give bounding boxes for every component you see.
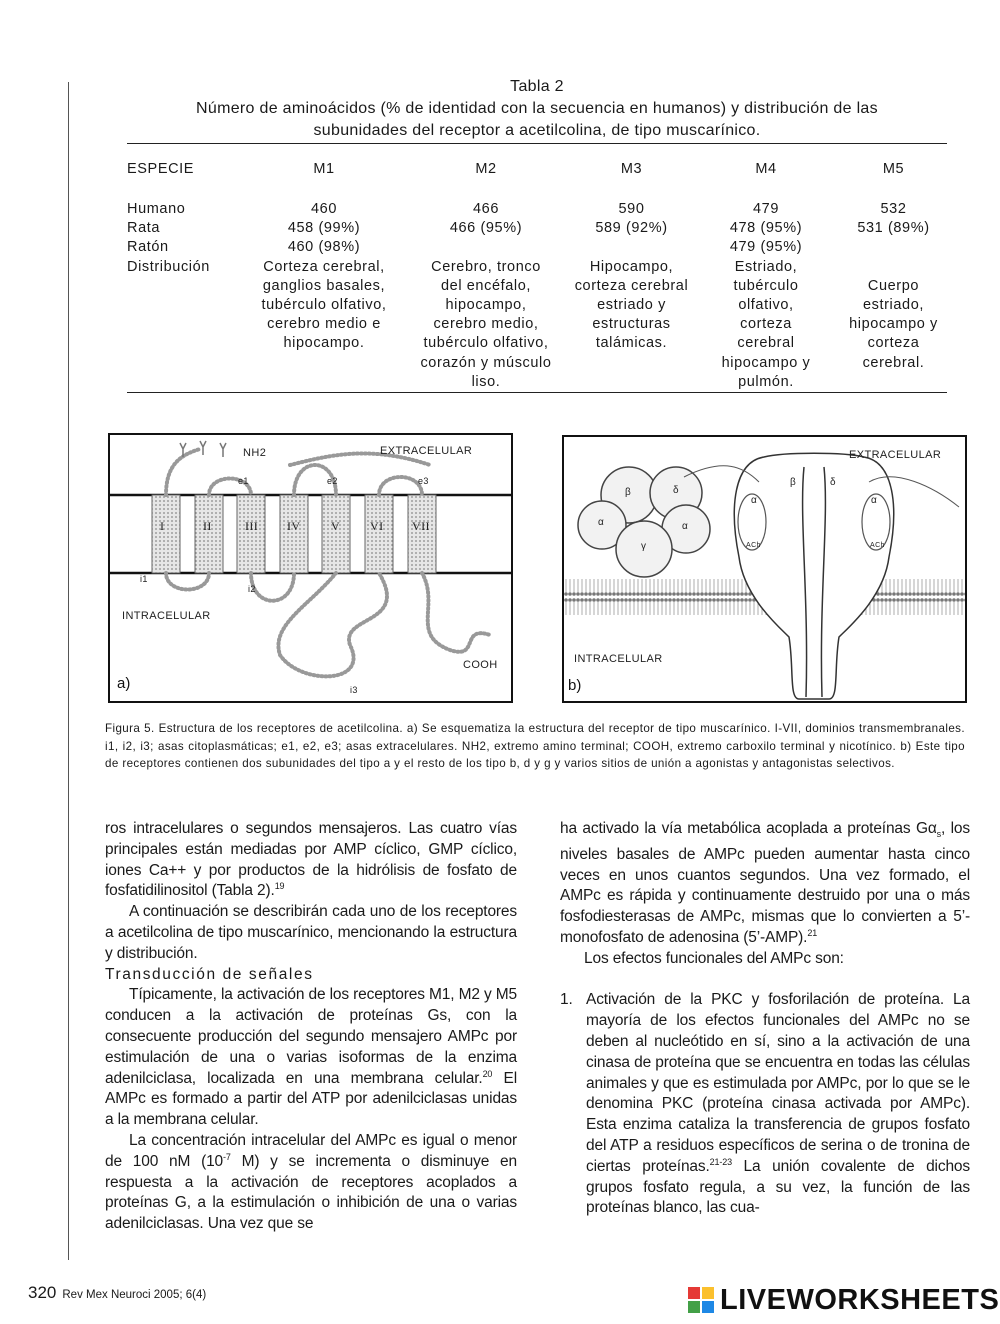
side-beta: β (790, 477, 797, 488)
domain-ii: II (203, 519, 212, 533)
domain-iv: IV (287, 519, 301, 533)
margin-rule (68, 82, 69, 1260)
domain-iii: III (245, 519, 259, 533)
paragraph: ha activado la vía metabólica acoplada a proteínas $G\alpha_s$, los niveles basales de AMPc pueden aumentar hasta cinco veces en unos cuantos segundos. Una vez formado, el AMPc es rápida y continuamente destruido por una o más fosfodiesterasas de AMPc, mismas que lo convierten a 5’-monofosfato de adenosina (5’-AMP).$^{21}$ (560, 820, 970, 947)
table-caption-line2: subunidades del receptor a acetilcolina, de tipo muscarínico. (313, 122, 761, 139)
figure-a-muscarinic (108, 433, 513, 703)
distribution-m2: Cerebro, tronco del encéfalo, hipocampo, cerebro medio, tubérculo olfativo, corazón y músculo liso. (420, 258, 552, 390)
subunit-delta: δ (673, 485, 679, 496)
table-cell: 478 (95%) (729, 220, 803, 237)
figure-b-nicotinic (562, 435, 967, 703)
table-cell: 458 (99%) (287, 220, 361, 237)
cooh-label: COOH (463, 659, 498, 671)
extracellular-label-a: EXTRACELULAR (380, 445, 473, 457)
table-cell: 460 (311, 201, 337, 217)
table-header-row (127, 160, 947, 188)
table-cell: 590 (618, 201, 645, 217)
table-cell: 479 (753, 201, 779, 217)
table-cell: 466 (473, 201, 499, 217)
row-label: Rata (127, 220, 161, 237)
table-cell: 589 (92%) (595, 220, 668, 237)
header-m5: M5 (882, 161, 905, 177)
row-label: Ratón (127, 239, 169, 256)
header-species: ESPECIE (127, 161, 195, 177)
intracellular-label-b: INTRACELULAR (574, 653, 663, 665)
panel-a-tag: a) (117, 675, 131, 692)
data-table (127, 160, 947, 392)
header-m2: M2 (475, 161, 497, 177)
panel-b-tag: b) (568, 677, 582, 694)
brand-text: LIVEWORKSHEETS (720, 1284, 1000, 1316)
ach-site-right: ACh (870, 542, 885, 549)
subunit-beta: β (625, 487, 632, 498)
left-column (105, 819, 517, 1235)
table-cell: 466 (95%) (449, 220, 523, 237)
paragraph: La concentración intracelular del AMPc es igual o menor de 100 nM ($10^{-7}$ M) y se incrementa o disminuye en respuesta a la activación de receptores acoplados a proteínas G, a la estimulación o inhibición de una o varias adenilciclasas. Una vez que se (105, 1131, 517, 1233)
intracellular-label-a: INTRACELULAR (122, 610, 211, 622)
paragraph: ros intracelulares o segundos mensajeros. Las cuatro vías principales están mediadas por AMP cíclico, GMP cíclico, iones Ca++ y por productos de la hidrólisis de fosfato de fosfatidilinositol (Tabla 2).$^{19}$ (105, 820, 517, 900)
header-m3: M3 (620, 161, 643, 177)
right-column (560, 819, 970, 1219)
paragraph: Los efectos funcionales del AMPc son: (584, 949, 844, 967)
table-cell: 460 (98%) (287, 239, 361, 256)
paragraph: A continuación se describirán cada uno de los receptores a acetilcolina de tipo muscarínico, mencionando la estructura y distribución. (105, 903, 517, 962)
domain-i: I (160, 519, 165, 533)
e2-label: e2 (327, 476, 338, 486)
row-label: Distribución (127, 258, 210, 275)
table-row (127, 238, 947, 257)
table-label: Tabla 2 (510, 78, 564, 95)
subunit-gamma: γ (641, 541, 647, 552)
table-cell: 532 (880, 201, 907, 217)
distribution-m3: Hipocampo, corteza cerebral estriado y estructuras talámicas. (574, 258, 689, 352)
table-bottom-rule (127, 392, 947, 393)
page-number: 320 (28, 1283, 57, 1302)
list-text: Activación de la PKC y fosforilación de proteína. La mayoría de los efectos funcionales del AMPc no se deben al nucleótido en sí, sino a la activación de una cinasa de proteína que se encuentra en todas las células animales y que es estimulada por AMPc, por lo que se le denomina PKC (proteína cinasa activada por AMPc). Esta enzima cataliza la transferencia de grupos fosfato del ATP a residuos específicos de serina o de tronina de ciertas proteínas.$^{21-23}$ La unión covalente de dichos grupos fosfato regula, a su vez, la función de las proteínas blanco, las cua- (586, 991, 970, 1217)
list-number: 1. (560, 991, 573, 1009)
domain-vii: VII (412, 519, 430, 533)
header-m4: M4 (755, 161, 777, 177)
section-heading: Transducción de señales (105, 965, 314, 983)
table-top-rule (127, 143, 947, 144)
liveworksheets-logo[interactable] (688, 1284, 999, 1317)
nh2-label: NH2 (243, 447, 267, 459)
row-label: Humano (127, 201, 186, 217)
table-cell (571, 238, 692, 257)
distribution-m4: Estriado, tubérculo olfativo, corteza cerebral hipocampo y pulmón. (721, 258, 811, 390)
distribution-m5: Cuerpo estriado, hipocampo y corteza cerebral. (849, 277, 938, 371)
table-caption (127, 76, 947, 142)
header-m1: M1 (313, 161, 335, 177)
e3-label: e3 (418, 476, 429, 486)
subunit-alpha-2: α (682, 521, 689, 532)
distribution-row (127, 258, 947, 392)
domain-vi: VI (370, 519, 384, 533)
brand-mark-icon (688, 1287, 716, 1315)
extracellular-label-b: EXTRACELULAR (849, 449, 942, 461)
ach-site-left: ACh (746, 542, 761, 549)
figure-caption: Figura 5. Estructura de los receptores de acetilcolina. a) Se esquematiza la estructura del receptor de tipo muscarínico. I-VII, dominios transmembranales. i1, i2, i3; asas citoplasmáticas; e1, e2, e3; asas extracelulares. NH2, extremo amino terminal; COOH, extremo carboxilo terminal y nicotínico. b) Este tipo de receptores contienen dos subunidades del tipo a y el resto de los tipo b, d y g y varios sitios de unión a agonistas y antagonistas selectivos. (105, 722, 965, 771)
table-row (127, 219, 947, 238)
e1-label: e1 (238, 476, 249, 486)
side-delta: δ (830, 477, 836, 488)
journal-citation: Rev Mex Neuroci 2005; 6(4) (62, 1289, 207, 1301)
table-cell: 531 (89%) (857, 220, 930, 237)
footer (28, 1283, 206, 1303)
table-cell (840, 238, 947, 257)
table-caption-line1: Número de aminoácidos (% de identidad con la secuencia en humanos) y distribución de las (196, 100, 878, 117)
table-cell (401, 238, 571, 257)
domain-v: V (331, 519, 341, 533)
i3-label: i3 (350, 685, 358, 695)
side-alpha-left: α (751, 495, 758, 506)
distribution-m1: Corteza cerebral, ganglios basales, tubérculo olfativo, cerebro medio e hipocampo. (261, 258, 387, 352)
table-row (127, 200, 947, 219)
i2-label: i2 (248, 584, 256, 594)
side-alpha-right: α (871, 495, 878, 506)
paragraph: Típicamente, la activación de los receptores M1, M2 y M5 conducen a la activación de proteínas Gs, con la consecuente producción del segundo mensajero AMPc por estimulación de una o varias isoformas de la enzima adenilciclasa, localizada en una membrana celular.$^{20}$ El AMPc es formado a partir del ATP por adenilciclasas unidas a la membrana celular. (105, 986, 517, 1129)
subunit-alpha-1: α (598, 517, 605, 528)
list-item (560, 990, 970, 1219)
table-cell: 479 (95%) (729, 239, 803, 256)
i1-label: i1 (140, 574, 148, 584)
figure-a-drawing (110, 435, 511, 701)
